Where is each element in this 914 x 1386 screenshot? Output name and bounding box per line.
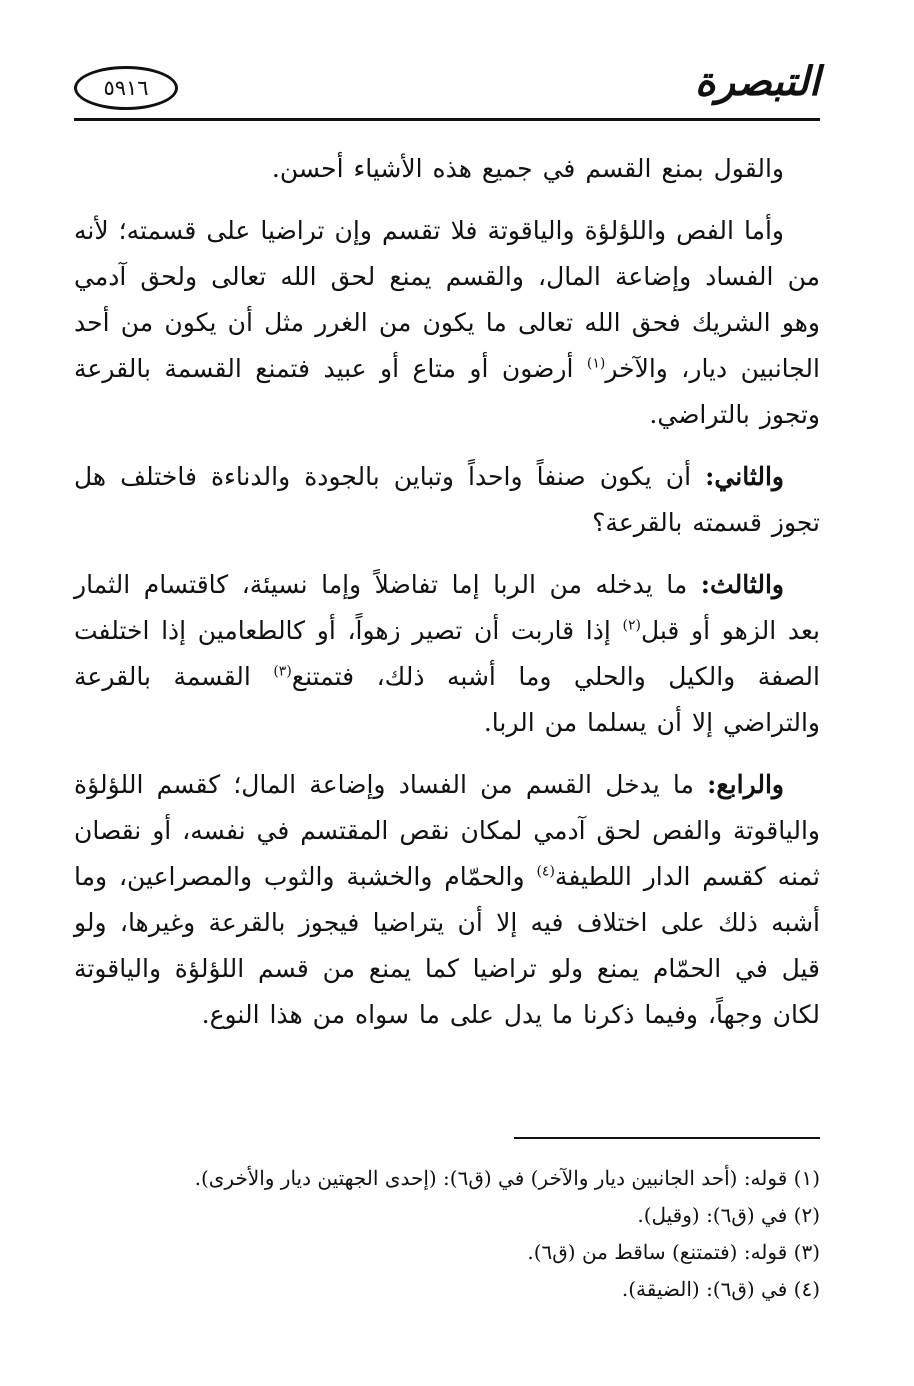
paragraph-3-lead: والثاني: [705, 462, 784, 491]
paragraph-4 [74, 562, 820, 746]
paragraph-1 [74, 146, 820, 192]
paragraph-5-text-b: والحمّام والخشبة والثوب والمصراعين، وما أشبه ذلك على اختلاف فيه إلا أن يتراضيا فيجوز بالقرعة وغيرها، ولو قيل في الحمّام يمنع ولو تراضيا كما يمنع من قسم اللؤلؤة والياقوتة لكان وجهاً، وفيما ذكرنا ما يدل على ما سواه من هذا النوع. [74, 862, 820, 1029]
paragraph-5-text-a: ما يدخل القسم من الفساد وإضاعة المال؛ كقسم اللؤلؤة والياقوتة والفص لحق آدمي لمكان نقص المقتسم في نفسه، أو نقصان ثمنه كقسم الدار اللطيفة [74, 770, 821, 891]
paragraph-2-text-a: وأما الفص واللؤلؤة والياقوتة فلا تقسم وإن تراضيا على قسمته؛ لأنه من الفساد وإضاعة المال، والقسم يمنع لحق الله تعالى ولحق آدمي وهو الشريك فحق الله تعالى ما يكون من الغرر مثل أن يكون من أحد الجانبين ديار، والآخر [74, 216, 820, 383]
paragraph-3-text: أن يكون صنفاً واحداً وتباين بالجودة والدناءة فاختلف هل تجوز قسمته بالقرعة؟ [74, 462, 820, 537]
page-number: ٥٩١٦ [74, 66, 178, 110]
paragraph-4-text-c: القسمة بالقرعة والتراضي إلا أن يسلما من الربا. [74, 662, 820, 737]
page-header [74, 50, 820, 122]
footnote-2: (٢) في (ق٦): (وقيل). [637, 1203, 820, 1227]
footnote-1: (١) قوله: (أحد الجانبين ديار والآخر) في (ق٦): (إحدى الجهتين ديار والأخرى). [194, 1166, 820, 1190]
paragraph-5 [74, 762, 820, 1038]
paragraph-3 [74, 454, 820, 546]
footnote-ref-2[interactable]: (٢) [622, 617, 641, 634]
paragraph-5-lead: والرابع: [707, 770, 784, 799]
paragraph-4-text-b: إذا قاربت أن تصير زهواً، أو كالطعامين إذا اختلفت الصفة والكيل والحلي وما أشبه ذلك، فتمتنع [74, 616, 820, 691]
footnote-ref-3[interactable]: (٣) [273, 663, 292, 680]
footnote-ref-1[interactable]: (١) [586, 355, 606, 372]
header-divider [74, 118, 820, 121]
paragraph-4-text-a: ما يدخله من الربا إما تفاضلاً وإما نسيئة، كاقتسام الثمار بعد الزهو أو قبل [74, 570, 821, 645]
paragraph-4-lead: والثالث: [700, 570, 784, 599]
book-title: التبصرة [694, 58, 820, 105]
footnote-3: (٣) قوله: (فتمتنع) ساقط من (ق٦). [527, 1240, 820, 1264]
footnote-divider [514, 1137, 820, 1139]
main-text [74, 146, 820, 1054]
footnote-4: (٤) في (ق٦): (الضيقة). [621, 1277, 820, 1301]
footnotes [74, 1162, 820, 1310]
paragraph-2 [74, 208, 820, 438]
paragraph-2-text-b: أرضون أو متاع أو عبيد فتمنع القسمة بالقرعة وتجوز بالتراضي. [74, 354, 820, 429]
paragraph-1-text: والقول بمنع القسم في جميع هذه الأشياء أحسن. [271, 154, 784, 183]
footnote-ref-4[interactable]: (٤) [536, 863, 555, 880]
